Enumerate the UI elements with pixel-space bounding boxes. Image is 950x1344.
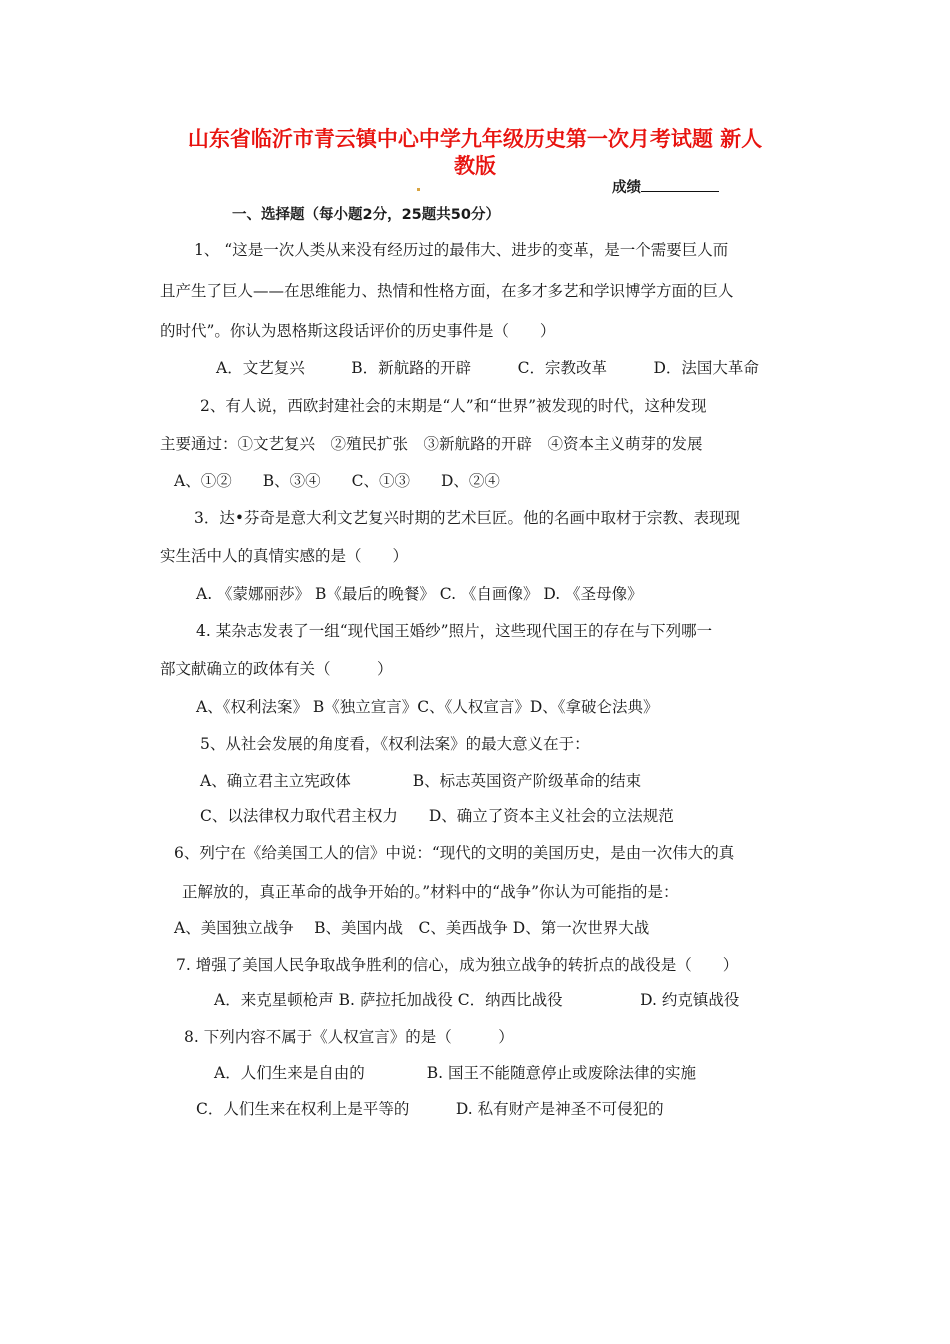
- question-2-options: A、①② B、③④ C、①③ D、②④: [174, 472, 500, 490]
- question-4-options: A、《权利法案》 B《独立宣言》C、《人权宣言》D、《拿破仑法典》: [196, 698, 659, 716]
- question-2-text: 主要通过：①文艺复兴 ②殖民扩张 ③新航路的开辟 ④资本主义萌芽的发展: [160, 435, 703, 453]
- question-8-options: C．人们生来在权利上是平等的 D. 私有财产是神圣不可侵犯的: [196, 1100, 664, 1118]
- question-6-text: 正解放的，真正革命的战争开始的。”材料中的“战争”你认为可能指的是：: [182, 883, 679, 901]
- question-3-text: 3．达•芬奇是意大利文艺复兴时期的艺术巨匠。他的名画中取材于宗教、表现现: [194, 509, 741, 527]
- scan-speck: [417, 188, 420, 191]
- question-1-options: A．文艺复兴 B．新航路的开辟 C．宗教改革 D．法国大革命: [216, 359, 759, 377]
- score-blank: [641, 176, 719, 192]
- question-7-text: 7. 增强了美国人民争取战争胜利的信心，成为独立战争的转折点的战役是（ ）: [176, 956, 739, 974]
- question-3-options: A. 《蒙娜丽莎》 B《最后的晚餐》 C. 《自画像》 D. 《圣母像》: [196, 585, 643, 603]
- score-label: 成绩: [612, 180, 641, 196]
- exam-title-line-2: 教版: [454, 154, 496, 178]
- question-5-options: A、确立君主立宪政体 B、标志英国资产阶级革命的结束: [200, 772, 642, 790]
- question-4-text: 4. 某杂志发表了一组“现代国王婚纱”照片，这些现代国王的存在与下列哪一: [196, 622, 713, 640]
- question-8-text: 8. 下列内容不属于《人权宣言》的是（ ）: [184, 1028, 514, 1046]
- question-7-options: A．来克星顿枪声 B. 萨拉托加战役 C．纳西比战役 D. 约克镇战役: [214, 991, 740, 1009]
- question-6-options: A、美国独立战争 B、美国内战 C、美西战争 D、第一次世界大战: [174, 919, 650, 937]
- question-5-options: C、以法律权力取代君主权力 D、确立了资本主义社会的立法规范: [200, 807, 674, 825]
- question-8-options: A．人们生来是自由的 B. 国王不能随意停止或废除法律的实施: [214, 1064, 696, 1082]
- question-5-text: 5、从社会发展的角度看，《权利法案》的最大意义在于：: [200, 735, 590, 753]
- question-4-text: 部文献确立的政体有关（ ）: [160, 660, 393, 678]
- question-2-text: 2、有人说，西欧封建社会的末期是“人”和“世界”被发现的时代，这种发现: [200, 397, 707, 415]
- question-1-text: 的时代”。你认为恩格斯这段话评价的历史事件是（ ）: [160, 322, 556, 340]
- question-1-text: 1、 “这是一次人类从来没有经历过的最伟大、进步的变革，是一个需要巨人而: [194, 241, 729, 259]
- question-3-text: 实生活中人的真情实感的是（ ）: [160, 547, 409, 565]
- question-1-text: 且产生了巨人——在思维能力、热情和性格方面，在多才多艺和学识博学方面的巨人: [160, 282, 734, 300]
- question-6-text: 6、列宁在《给美国工人的信》中说：“现代的文明的美国历史，是由一次伟大的真: [174, 844, 735, 862]
- section-heading: 一、选择题（每小题2分，25题共50分）: [232, 207, 500, 223]
- score-field: [612, 176, 719, 198]
- exam-title-line-1: 山东省临沂市青云镇中心中学九年级历史第一次月考试题 新人: [187, 127, 763, 151]
